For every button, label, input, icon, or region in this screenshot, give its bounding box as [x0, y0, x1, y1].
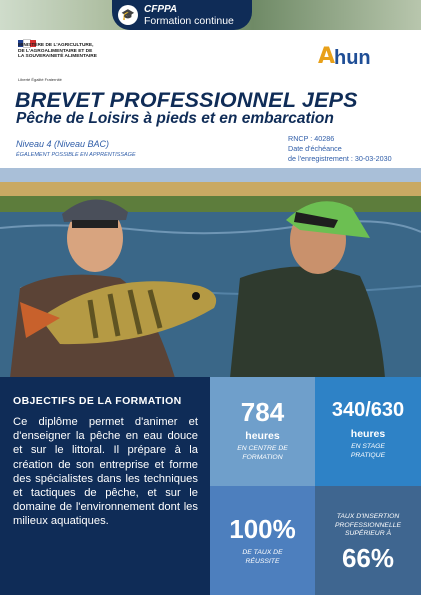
stat-insertion-label: TAUX D'INSERTION PROFESSIONNELLE SUPÉRIEUR À: [334, 513, 402, 537]
stat-centre-label: EN CENTRE DE FORMATION: [237, 445, 288, 461]
perch-eye: [192, 292, 200, 300]
autumn-trees: [0, 182, 421, 198]
expiry-label: Date d'échéance: [288, 144, 342, 153]
rncp-info: [288, 134, 392, 164]
cfppa-subtitle: Formation continue: [144, 15, 234, 27]
level-note: ÉGALEMENT POSSIBLE EN APPRENTISSAGE: [16, 152, 136, 158]
stat-success-rate: [210, 486, 315, 595]
ahun-logo: [318, 44, 408, 78]
level-text: Niveau 4 (Niveau BAC): [16, 139, 110, 149]
graduation-cap-icon: 🎓: [118, 5, 138, 25]
stat-stage-value: 340/630: [331, 399, 405, 421]
far-shore: [0, 196, 421, 212]
ministry-motto: Liberté Égalité Fraternité: [18, 77, 62, 82]
page-title: BREVET PROFESSIONNEL JEPS: [15, 88, 358, 112]
objectives-panel: [0, 377, 210, 595]
stat-stage-hours: [315, 377, 421, 486]
objectives-text: Ce diplôme permet d'animer et d'enseigner la pêche en eau douce et sur le littoral. Il prépare à la création de son entreprise et forme des spécialistes dans les techniques et tactiques de pêche, et sur le domaine de l'environnement dont les milieux aquatiques.: [13, 416, 198, 528]
ahun-wordmark: hun: [334, 47, 371, 69]
stat-stage-label: EN STAGE PRATIQUE: [350, 443, 386, 459]
photo-illustration: [0, 168, 421, 378]
ahun-a-icon: A: [318, 44, 336, 69]
stat-centre-value: 784: [240, 397, 285, 427]
hero-photo: [0, 168, 421, 378]
page-subtitle: Pêche de Loisirs à pieds et en embarcation: [16, 110, 334, 127]
french-flag-icon: [18, 34, 36, 41]
stat-insertion-value: 66%: [341, 542, 395, 573]
cfppa-banner: [112, 0, 252, 30]
rncp-code: RNCP : 40286: [288, 134, 335, 143]
stat-centre-hours: [210, 377, 315, 486]
sky: [0, 168, 421, 182]
stat-centre-unit: heures: [245, 430, 280, 442]
cfppa-title: CFPPA: [144, 4, 178, 15]
stat-success-label: DE TAUX DE RÉUSSITE: [242, 549, 283, 565]
stat-success-value: 100%: [229, 514, 296, 544]
objectives-heading: OBJECTIFS DE LA FORMATION: [13, 395, 182, 407]
angler-left-glasses: [72, 220, 118, 228]
stat-stage-unit: heures: [350, 428, 386, 440]
stat-insertion-rate: [315, 486, 421, 595]
ministry-name: MINISTÈRE DE L'AGRICULTURE, DE L'AGROALIMENTAIRE ET DE LA SOUVERAINETÉ ALIMENTAIRE: [18, 43, 97, 60]
angler-right-vest: [230, 266, 385, 378]
expiry-date: de l'enregistrement : 30-03-2030: [288, 154, 392, 163]
